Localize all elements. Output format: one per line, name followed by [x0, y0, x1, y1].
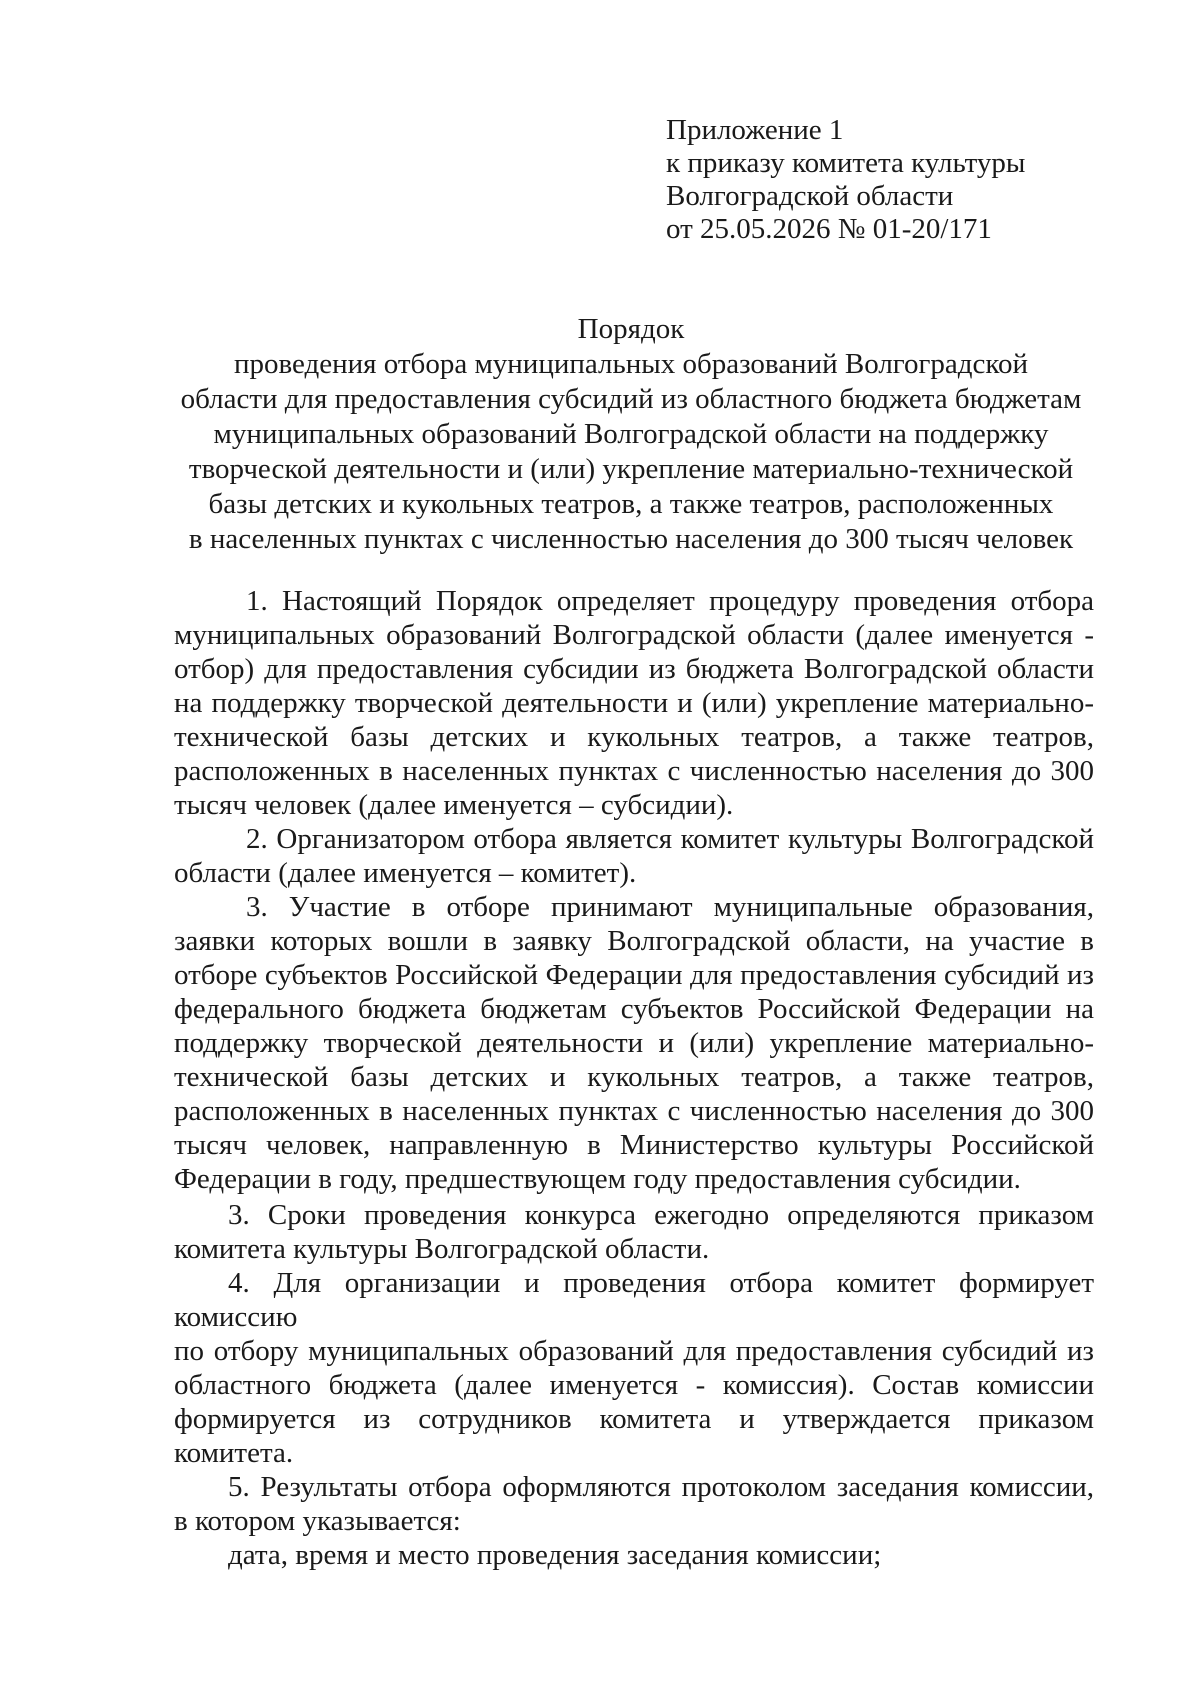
- list-item-meeting-details: дата, время и место проведения заседания комиссии;: [228, 1539, 882, 1571]
- paragraph-5-continued: по отбору муниципальных образований для предоставления субсидий из областного бюджета (далее именуется - комиссия). Состав комиссии формируется из сотрудников комитета и утверждается приказом комитета.: [174, 1335, 1094, 1469]
- title-line-6: в населенных пунктах с численностью населения до 300 тысяч человек: [188, 523, 1074, 555]
- paragraph-2: 2. Организатором отбора является комитет культуры Волгоградской области (далее именуется – комитет).: [174, 823, 1094, 889]
- appendix-header: [666, 114, 1146, 246]
- title-line-5: базы детских и кукольных театров, а также театров, расположенных: [208, 488, 1054, 520]
- paragraph-3: 3. Участие в отборе принимают муниципальные образования, заявки которых вошли в заявку Волгоградской области, на участие в отборе субъектов Российской Федерации для предоставления субсидий из федерального бюджета бюджетам субъектов Российской Федерации на поддержку творческой деятельности и (или) укрепление материально-технической базы детских и кукольных театров, а также театров, расположенных в населенных пунктах с численностью населения до 300 тысяч человек, направленную в Министерство культуры Российской Федерации в году, предшествующем году предоставления субсидии.: [174, 891, 1094, 1195]
- title-line-1: проведения отбора муниципальных образований Волгоградской: [233, 348, 1029, 380]
- title-line-2: области для предоставления субсидий из областного бюджета бюджетам: [180, 383, 1082, 415]
- document-title: [180, 312, 1082, 557]
- appendix-line-1: Приложение 1: [666, 114, 844, 146]
- title-line-3: муниципальных образований Волгоградской области на поддержку: [213, 418, 1049, 450]
- paragraph-6: 5. Результаты отбора оформляются протоколом заседания комиссии, в котором указывается:: [174, 1471, 1094, 1537]
- document-body: [174, 584, 1094, 1572]
- appendix-line-4: от 25.05.2026 № 01-20/171: [666, 213, 992, 245]
- appendix-line-2: к приказу комитета культуры: [666, 147, 1026, 179]
- paragraph-1: 1. Настоящий Порядок определяет процедуру проведения отбора муниципальных образований Волгоградской области (далее именуется - отбор) для предоставления субсидии из бюджета Волгоградской области на поддержку творческой деятельности и (или) укрепление материально-технической базы детских и кукольных театров, а также театров, расположенных в населенных пунктах с численностью населения до 300 тысяч человек (далее именуется – субсидии).: [174, 585, 1094, 821]
- title-heading: Порядок: [577, 313, 685, 345]
- paragraph-4: 3. Сроки проведения конкурса ежегодно определяются приказом комитета культуры Волгоградской области.: [174, 1199, 1094, 1265]
- paragraph-5-start: 4. Для организации и проведения отбора комитет формирует комиссию: [174, 1267, 1094, 1333]
- appendix-line-3: Волгоградской области: [666, 180, 954, 212]
- title-line-4: творческой деятельности и (или) укрепление материально-технической: [188, 453, 1074, 485]
